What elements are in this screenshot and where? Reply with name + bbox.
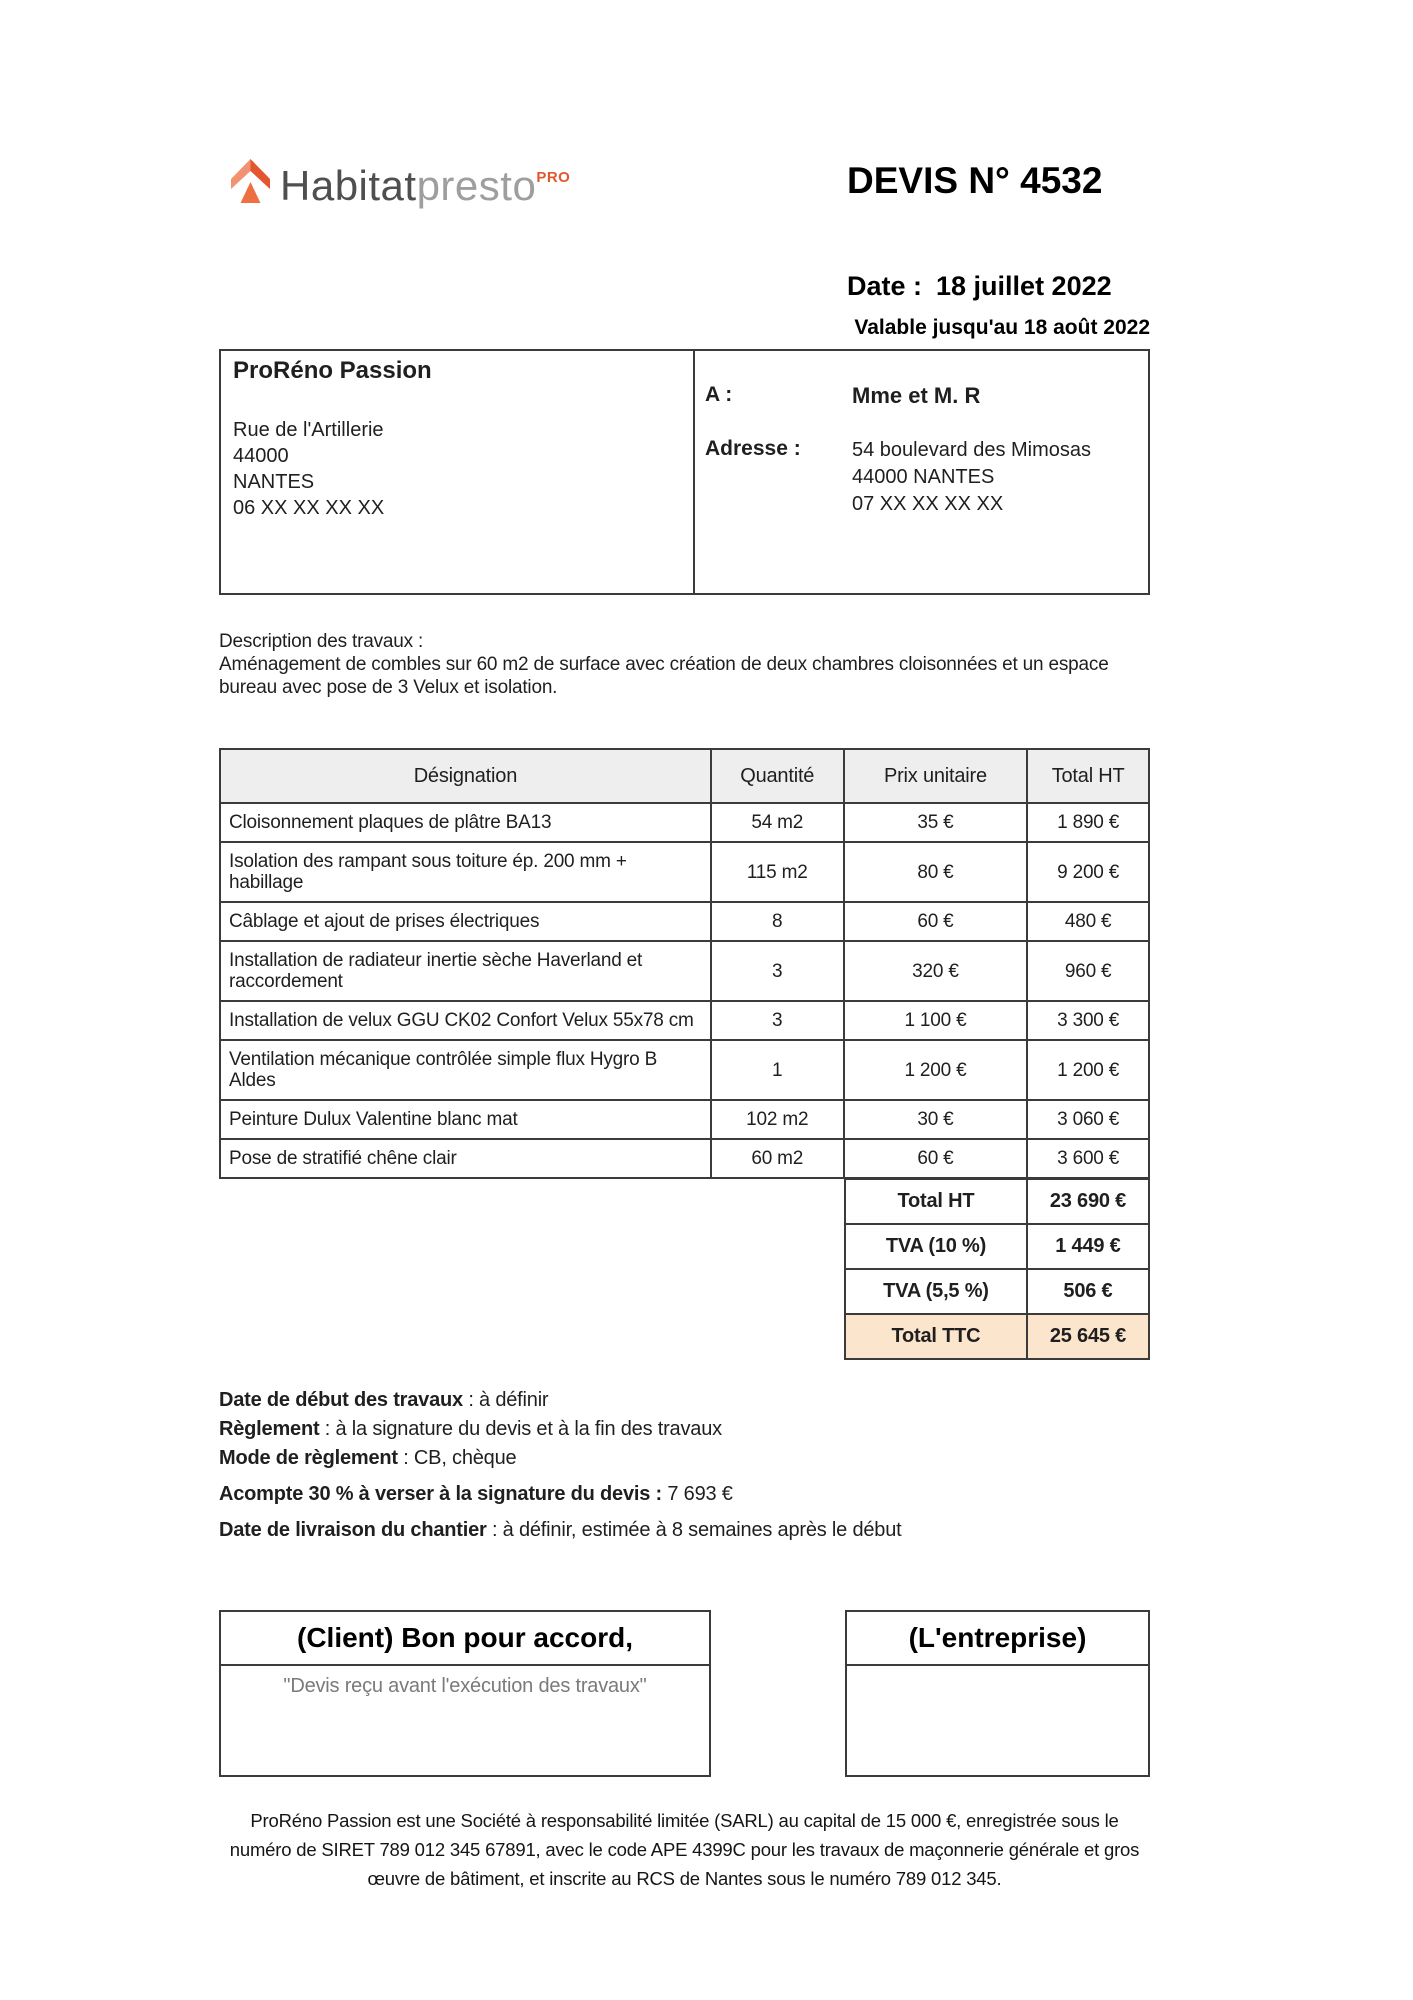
table-row xyxy=(220,902,1149,941)
parties-box xyxy=(219,349,1150,595)
totals-row xyxy=(845,1314,1149,1359)
table-row xyxy=(220,1139,1149,1178)
totals-label: Total HT xyxy=(845,1179,1027,1224)
items-table-header-row xyxy=(220,749,1149,803)
terms-line xyxy=(219,1448,1039,1468)
unit-price-cell: 80 € xyxy=(844,842,1028,902)
logo-wordmark xyxy=(280,152,570,212)
items-table xyxy=(219,748,1150,1179)
totals-value: 25 645 € xyxy=(1027,1314,1149,1359)
column-header: Désignation xyxy=(220,749,711,803)
unit-price-cell: 60 € xyxy=(844,902,1028,941)
logo-word-habitat: Habitat xyxy=(280,162,417,209)
date-label: Date : xyxy=(847,271,923,301)
total-cell: 3 300 € xyxy=(1027,1001,1149,1040)
company-address-line: Rue de l'Artillerie xyxy=(233,419,384,441)
terms-value: : à définir, estimée à 8 semaines après le début xyxy=(486,1519,902,1541)
terms-label: Date de livraison du chantier xyxy=(219,1519,487,1541)
terms-line xyxy=(219,1390,1039,1410)
client-panel xyxy=(695,351,1148,593)
unit-price-cell: 60 € xyxy=(844,1139,1028,1178)
terms-value: : à définir xyxy=(462,1389,549,1411)
client-name: Mme et M. R xyxy=(852,383,981,408)
total-cell: 3 600 € xyxy=(1027,1139,1149,1178)
terms-value: 7 693 € xyxy=(662,1483,733,1505)
totals-label: TVA (5,5 %) xyxy=(845,1269,1027,1314)
validity-note: Valable jusqu'au 18 août 2022 xyxy=(854,316,1150,339)
unit-price-cell: 1 200 € xyxy=(844,1040,1028,1100)
quantity-cell: 3 xyxy=(711,941,844,1001)
client-address-line: 07 XX XX XX XX xyxy=(852,493,1004,515)
column-header: Total HT xyxy=(1027,749,1149,803)
terms-line xyxy=(219,1520,1039,1540)
quantity-cell: 54 m2 xyxy=(711,803,844,842)
totals-value: 506 € xyxy=(1027,1269,1149,1314)
totals-table xyxy=(844,1178,1150,1360)
terms-label: Date de début des travaux xyxy=(219,1389,463,1411)
column-header: Quantité xyxy=(711,749,844,803)
designation-cell: Câblage et ajout de prises électriques xyxy=(220,902,711,941)
client-signature-title: (Client) Bon pour accord, xyxy=(221,1612,709,1666)
terms-line xyxy=(219,1419,1039,1439)
terms-label: Règlement xyxy=(219,1418,320,1440)
total-cell: 480 € xyxy=(1027,902,1149,941)
company-address-line: 44000 xyxy=(233,445,289,467)
designation-cell: Installation de radiateur inertie sèche Haverland et raccordement xyxy=(220,941,711,1001)
totals-value: 23 690 € xyxy=(1027,1179,1149,1224)
total-cell: 1 890 € xyxy=(1027,803,1149,842)
total-cell: 9 200 € xyxy=(1027,842,1149,902)
totals-row xyxy=(845,1269,1149,1314)
table-row xyxy=(220,842,1149,902)
works-description-body: Aménagement de combles sur 60 m2 de surface avec création de deux chambres cloisonnées et un espace bureau avec pose de 3 Velux et isolation. xyxy=(219,654,1109,698)
quantity-cell: 60 m2 xyxy=(711,1139,844,1178)
works-description-title: Description des travaux : xyxy=(219,631,424,652)
totals-row xyxy=(845,1224,1149,1269)
company-name: ProRéno Passion xyxy=(233,357,432,384)
table-row xyxy=(220,1040,1149,1100)
date-value: 18 juillet 2022 xyxy=(936,271,1112,301)
terms-label: Acompte 30 % à verser à la signature du devis : xyxy=(219,1483,663,1505)
total-cell: 3 060 € xyxy=(1027,1100,1149,1139)
terms-label: Mode de règlement xyxy=(219,1447,398,1469)
total-cell: 960 € xyxy=(1027,941,1149,1001)
totals-row xyxy=(845,1179,1149,1224)
logo-word-presto: presto xyxy=(416,162,537,209)
client-signature-box xyxy=(219,1610,711,1777)
quote-number-title: DEVIS N° 4532 xyxy=(847,160,1103,201)
unit-price-cell: 30 € xyxy=(844,1100,1028,1139)
terms-value: : à la signature du devis et à la fin des travaux xyxy=(319,1418,722,1440)
unit-price-cell: 320 € xyxy=(844,941,1028,1001)
unit-price-cell: 1 100 € xyxy=(844,1001,1028,1040)
table-row xyxy=(220,803,1149,842)
designation-cell: Isolation des rampant sous toiture ép. 200 mm + habillage xyxy=(220,842,711,902)
quantity-cell: 1 xyxy=(711,1040,844,1100)
designation-cell: Installation de velux GGU CK02 Confort Velux 55x78 cm xyxy=(220,1001,711,1040)
designation-cell: Cloisonnement plaques de plâtre BA13 xyxy=(220,803,711,842)
quantity-cell: 115 m2 xyxy=(711,842,844,902)
client-address-row xyxy=(705,437,1148,518)
address-label: Adresse : xyxy=(705,437,801,460)
company-signature-box xyxy=(845,1610,1150,1777)
quantity-cell: 102 m2 xyxy=(711,1100,844,1139)
company-address-line: NANTES xyxy=(233,471,315,493)
habitatpresto-logo xyxy=(231,152,570,212)
table-row xyxy=(220,941,1149,1001)
total-cell: 1 200 € xyxy=(1027,1040,1149,1100)
client-address xyxy=(852,437,1091,518)
quantity-cell: 3 xyxy=(711,1001,844,1040)
totals-label: Total TTC xyxy=(845,1314,1027,1359)
works-description xyxy=(219,630,1124,699)
designation-cell: Pose de stratifié chêne clair xyxy=(220,1139,711,1178)
quantity-cell: 8 xyxy=(711,902,844,941)
quote-date xyxy=(847,271,1112,302)
client-signature-note: "Devis reçu avant l'exécution des travaux" xyxy=(283,1675,647,1697)
designation-cell: Peinture Dulux Valentine blanc mat xyxy=(220,1100,711,1139)
unit-price-cell: 35 € xyxy=(844,803,1028,842)
company-address xyxy=(233,417,681,521)
home-arrow-icon xyxy=(231,158,271,206)
to-label: A : xyxy=(705,383,733,406)
designation-cell: Ventilation mécanique contrôlée simple flux Hygro B Aldes xyxy=(220,1040,711,1100)
table-row xyxy=(220,1001,1149,1040)
terms-value: : CB, chèque xyxy=(397,1447,517,1469)
legal-footer: ProRéno Passion est une Société à responsabilité limitée (SARL) au capital de 15 000 €, enregistrée sous le numéro de SIRET 789 012 345 67891, avec le code APE 4399C pour les travaux de maçonnerie générale et gros œuvre de bâtiment, et inscrite au RCS de Nantes sous le numéro 789 012 345. xyxy=(229,1810,1140,1889)
logo-pro-badge: PRO xyxy=(536,169,571,186)
column-header: Prix unitaire xyxy=(844,749,1028,803)
company-signature-title: (L'entreprise) xyxy=(847,1612,1148,1666)
terms-line xyxy=(219,1484,1039,1504)
client-to-row xyxy=(705,383,1148,409)
totals-value: 1 449 € xyxy=(1027,1224,1149,1269)
company-address-line: 06 XX XX XX XX xyxy=(233,497,385,519)
payment-terms xyxy=(219,1390,1039,1549)
company-panel xyxy=(221,351,695,593)
totals-label: TVA (10 %) xyxy=(845,1224,1027,1269)
client-address-line: 54 boulevard des Mimosas xyxy=(852,439,1092,461)
table-row xyxy=(220,1100,1149,1139)
client-address-line: 44000 NANTES xyxy=(852,466,995,488)
